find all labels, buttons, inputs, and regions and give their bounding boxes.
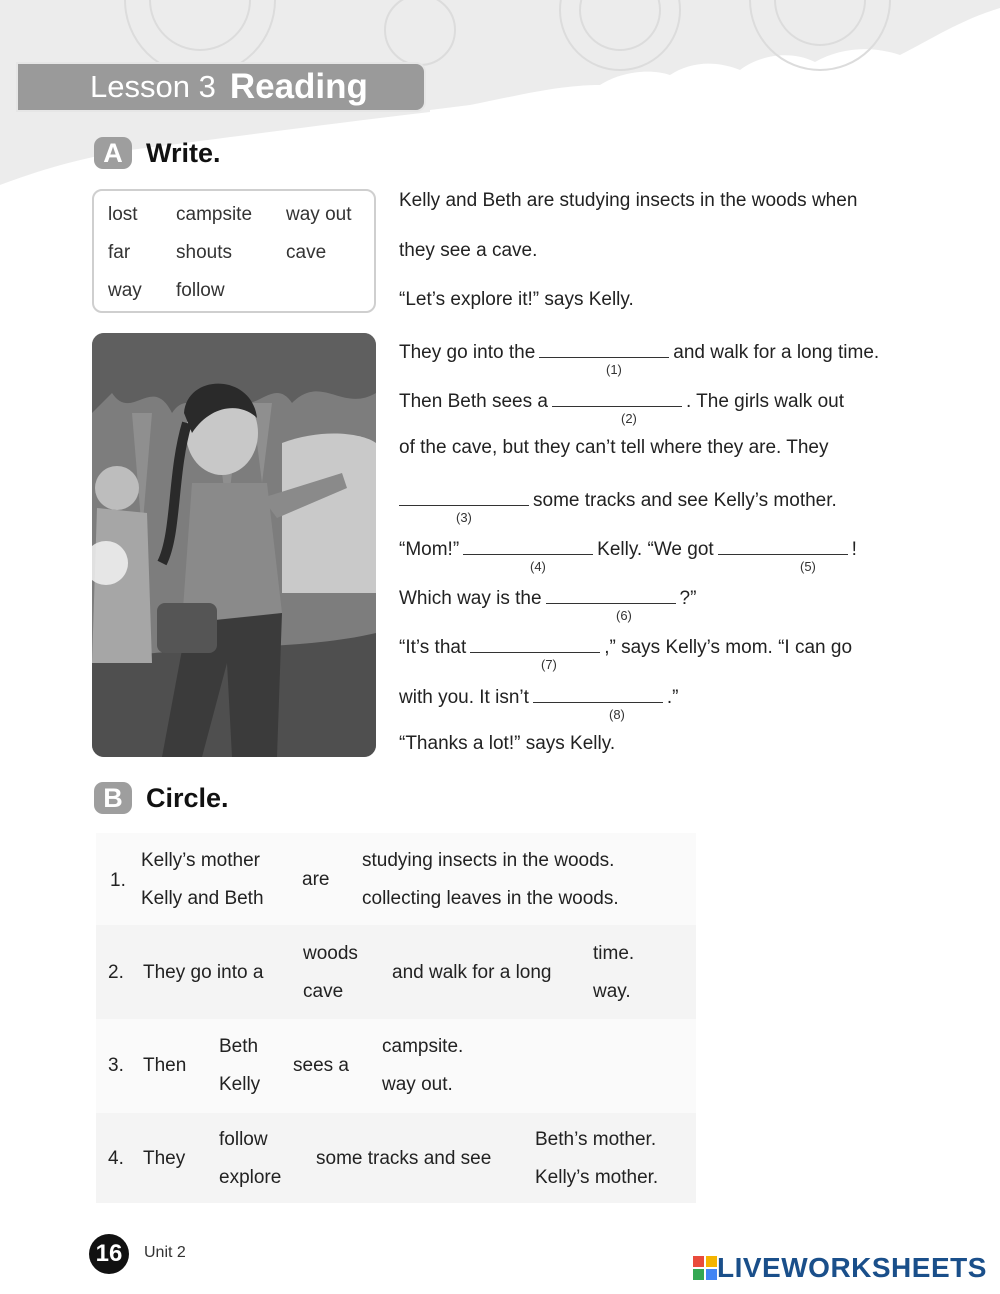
lesson-title: Reading (229, 67, 368, 106)
circle-option[interactable]: Kelly’s mother (141, 850, 260, 871)
brand-name: LIVEWORKSHEETS (717, 1252, 987, 1283)
question-number: 4. (108, 1148, 124, 1169)
passage-line (399, 487, 837, 512)
cave-illustration (92, 333, 376, 757)
blank-7[interactable] (470, 634, 600, 653)
circle-text: Then (143, 1055, 187, 1076)
page-number: 16 (89, 1234, 129, 1274)
passage-text: with you. It isn’t (399, 687, 529, 708)
passage-line (399, 634, 852, 659)
circle-option[interactable]: Kelly (219, 1074, 261, 1095)
blank-number: (3) (456, 510, 472, 525)
passage-line: “Let’s explore it!” says Kelly. (399, 289, 634, 310)
section-b-badge: B (94, 782, 132, 814)
blank-number: (2) (621, 411, 637, 426)
passage-text: and walk for a long time. (673, 342, 880, 363)
liveworksheets-logo (693, 1252, 987, 1284)
circle-option[interactable]: campsite. (382, 1036, 464, 1057)
circle-option[interactable]: collecting leaves in the woods. (362, 888, 619, 909)
circle-text: are (302, 869, 330, 890)
section-a-badge: A (94, 137, 132, 169)
word-bank-item: follow (176, 280, 225, 301)
liveworksheets-icon (693, 1256, 717, 1280)
blank-number: (5) (800, 559, 816, 574)
passage-text: Then Beth sees a (399, 391, 548, 412)
section-b-title: Circle. (146, 783, 229, 813)
word-bank-item: lost (108, 204, 138, 225)
blank-number: (8) (609, 707, 625, 722)
circle-text: They go into a (143, 962, 264, 983)
lesson-banner (16, 62, 426, 112)
word-bank-item: far (108, 242, 131, 263)
circle-option[interactable]: Kelly’s mother. (535, 1167, 659, 1188)
blank-number: (6) (616, 608, 632, 623)
word-bank-item: campsite (176, 204, 253, 225)
word-bank-item: cave (286, 242, 327, 263)
question-number: 3. (108, 1055, 124, 1076)
circle-text: sees a (293, 1055, 349, 1076)
word-bank-item: shouts (176, 242, 232, 263)
section-a-title: Write. (146, 138, 221, 168)
passage-line (399, 339, 879, 364)
circle-text: They (143, 1148, 186, 1169)
blank-3[interactable] (399, 487, 529, 506)
passage-line (399, 684, 679, 709)
blank-2[interactable] (552, 388, 682, 407)
circle-option[interactable]: Beth’s mother. (535, 1129, 657, 1150)
question-number: 2. (108, 962, 124, 983)
circle-option[interactable]: Beth (219, 1036, 259, 1057)
passage-line: of the cave, but they can’t tell where they are. They (399, 437, 829, 458)
passage-text: Which way is the (399, 588, 542, 609)
circle-option[interactable]: explore (219, 1167, 282, 1188)
circle-option[interactable]: way. (593, 981, 631, 1002)
circle-option[interactable]: woods (303, 943, 358, 964)
word-bank-item: way out (286, 204, 352, 225)
passage-text: ! (851, 539, 857, 560)
blank-1[interactable] (539, 339, 669, 358)
blank-number: (7) (541, 657, 557, 672)
circle-option[interactable]: Kelly and Beth (141, 888, 264, 909)
passage-line (399, 388, 844, 413)
circle-option[interactable]: follow (219, 1129, 268, 1150)
blank-5[interactable] (718, 536, 848, 555)
circle-option[interactable]: cave (303, 981, 344, 1002)
passage-line: Kelly and Beth are studying insects in the woods when (399, 190, 858, 211)
passage-line: “Thanks a lot!” says Kelly. (399, 733, 616, 754)
lesson-number: Lesson 3 (90, 69, 216, 104)
passage-text: some tracks and see Kelly’s mother. (533, 490, 837, 511)
blank-6[interactable] (546, 585, 676, 604)
passage-text: . The girls walk out (685, 391, 844, 412)
circle-text: some tracks and see (316, 1148, 492, 1169)
circle-option[interactable]: studying insects in the woods. (362, 850, 615, 871)
circle-option[interactable]: way out. (382, 1074, 453, 1095)
passage-text: ,” says Kelly’s mom. “I can go (604, 637, 853, 658)
passage-line (399, 536, 857, 561)
circle-text: and walk for a long (392, 962, 552, 983)
circle-row-bg (96, 833, 696, 925)
passage-text: .” (666, 687, 679, 708)
passage-text: They go into the (399, 342, 536, 363)
passage-line (399, 585, 696, 610)
blank-8[interactable] (533, 684, 663, 703)
passage-text: “Mom!” (399, 539, 460, 560)
passage-text: “It’s that (399, 637, 467, 658)
question-number: 1. (110, 870, 126, 891)
unit-label: Unit 2 (144, 1244, 186, 1261)
blank-number: (1) (606, 362, 622, 377)
blank-4[interactable] (463, 536, 593, 555)
passage-line: they see a cave. (399, 240, 538, 261)
blank-number: (4) (530, 559, 546, 574)
passage-text: Kelly. “We got (597, 539, 714, 560)
word-bank-item: way (108, 280, 142, 301)
passage-text: ?” (679, 588, 697, 609)
circle-option[interactable]: time. (593, 943, 635, 964)
